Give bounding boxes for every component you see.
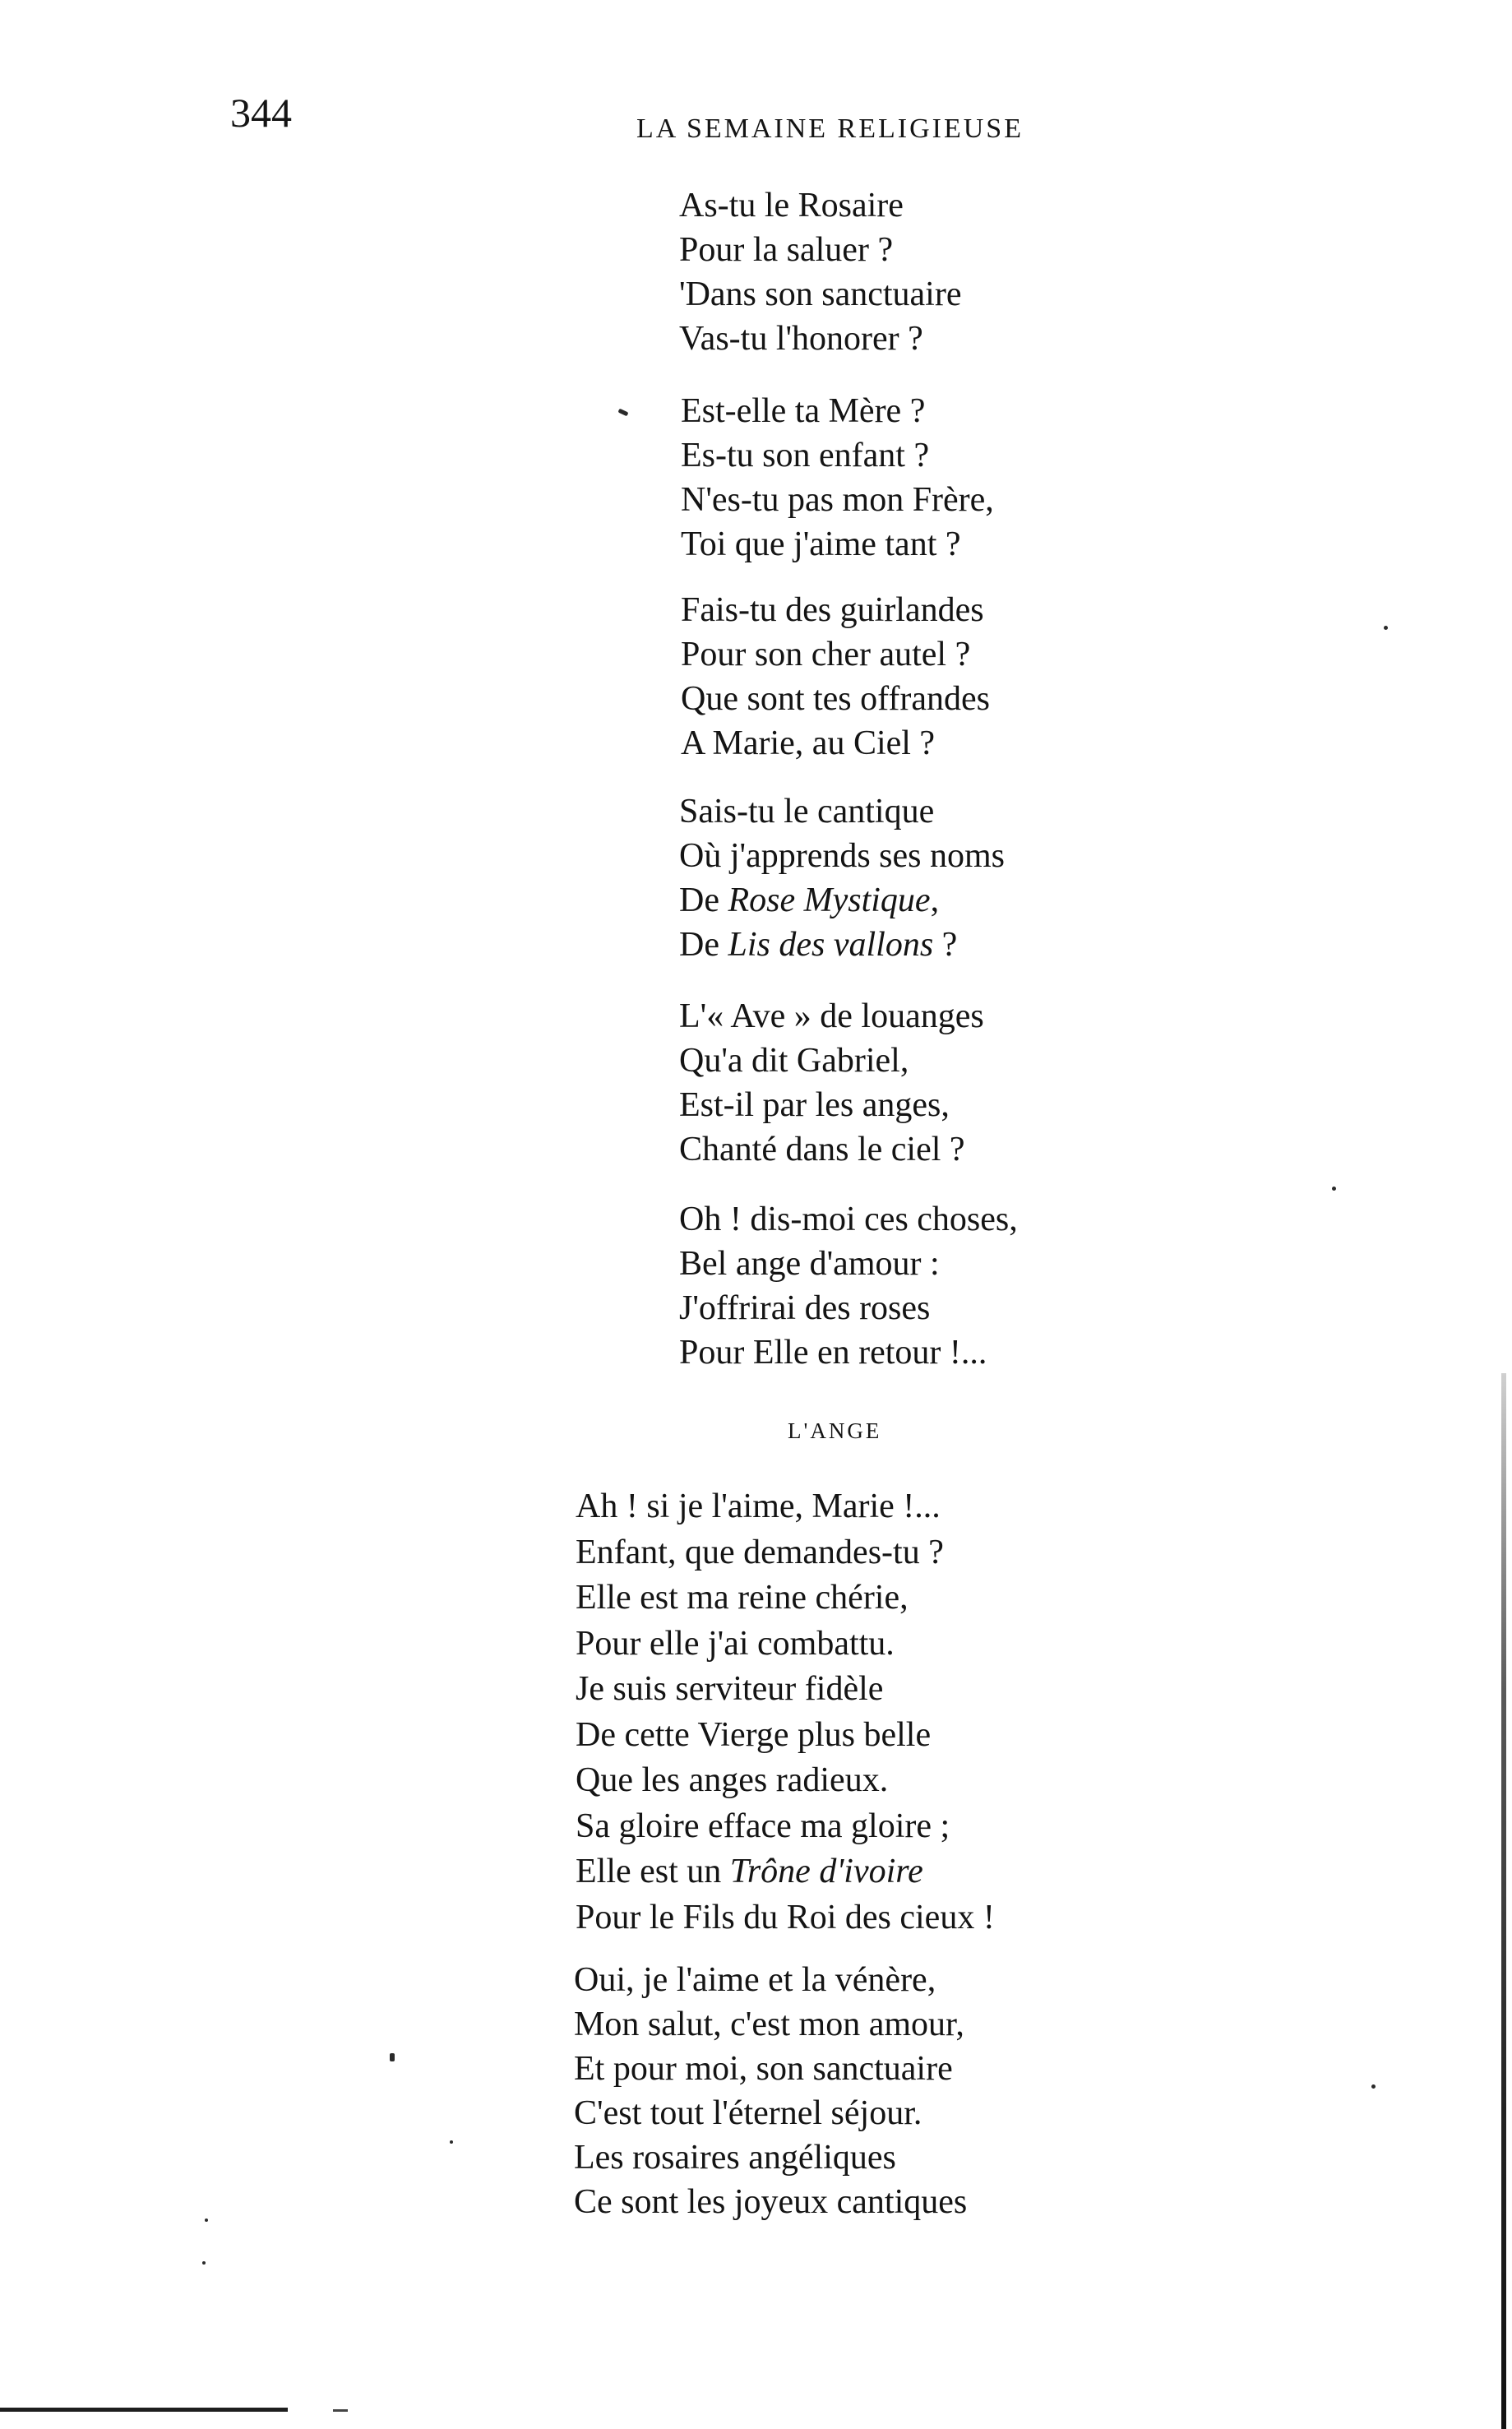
verse-line: Ce sont les joyeux cantiques bbox=[574, 2183, 968, 2221]
scan-bottom-rule bbox=[333, 2409, 348, 2412]
verse-line: C'est tout l'éternel séjour. bbox=[574, 2094, 922, 2132]
verse-line: A Marie, au Ciel ? bbox=[681, 724, 936, 762]
verse-line: Elle est ma reine chérie, bbox=[576, 1579, 909, 1617]
verse-line: Sa gloire efface ma gloire ; bbox=[576, 1807, 950, 1845]
verse-line bbox=[679, 923, 1005, 967]
running-head: LA SEMAINE RELIGIEUSE bbox=[636, 113, 1024, 144]
scan-speck bbox=[450, 2140, 453, 2144]
verse-line: Pour elle j'ai combattu. bbox=[576, 1624, 895, 1663]
speaker-heading: L'ANGE bbox=[788, 1418, 882, 1443]
verse-line: Les rosaires angéliques bbox=[574, 2139, 896, 2177]
verse-line: Que sont tes offrandes bbox=[681, 680, 990, 718]
scan-speck bbox=[390, 2053, 395, 2061]
verse-line: Enfant, que demandes-tu ? bbox=[576, 1533, 944, 1571]
stanza bbox=[681, 588, 990, 766]
verse-line: L'« Ave » de louanges bbox=[679, 997, 984, 1035]
verse-text: De bbox=[679, 881, 728, 919]
verse-line: Est-elle ta Mère ? bbox=[681, 392, 926, 430]
verse-line: Je suis serviteur fidèle bbox=[576, 1670, 884, 1708]
verse-line: Sais-tu le cantique bbox=[679, 793, 935, 830]
stanza bbox=[679, 1197, 1018, 1375]
verse-text: De bbox=[679, 926, 728, 964]
verse-line: Mon salut, c'est mon amour, bbox=[574, 2006, 964, 2043]
verse-line: Qu'a dit Gabriel, bbox=[679, 1042, 909, 1080]
scan-bottom-rule bbox=[0, 2408, 288, 2412]
verse-line: J'offrirai des roses bbox=[679, 1289, 931, 1327]
verse-line: Bel ange d'amour : bbox=[679, 1245, 940, 1283]
verse-line: Es-tu son enfant ? bbox=[681, 437, 930, 474]
page-number: 344 bbox=[230, 90, 292, 136]
verse-line: Chanté dans le ciel ? bbox=[679, 1131, 965, 1168]
verse-line: Oh ! dis-moi ces choses, bbox=[679, 1201, 1018, 1238]
verse-line: De cette Vierge plus belle bbox=[576, 1715, 932, 1754]
scan-edge-shadow bbox=[1501, 1373, 1506, 2429]
stanza bbox=[681, 389, 994, 567]
verse-line: Toi que j'aime tant ? bbox=[681, 525, 961, 563]
verse-line: Fais-tu des guirlandes bbox=[681, 591, 984, 629]
scan-speck bbox=[205, 2218, 208, 2222]
verse-line: N'es-tu pas mon Frère, bbox=[681, 481, 994, 519]
stanza bbox=[574, 1958, 967, 2224]
verse-line: As-tu le Rosaire bbox=[679, 187, 904, 224]
verse-line bbox=[576, 1849, 995, 1895]
italic-title: Lis des vallons bbox=[728, 926, 934, 964]
verse-line: Et pour moi, son sanctuaire bbox=[574, 2050, 953, 2088]
verse-line: Pour le Fils du Roi des cieux ! bbox=[576, 1898, 995, 1936]
verse-line: 'Dans son sanctuaire bbox=[679, 275, 962, 313]
verse-line: Ah ! si je l'aime, Marie !... bbox=[576, 1487, 941, 1525]
scan-speck bbox=[1384, 626, 1388, 630]
scan-speck bbox=[1332, 1187, 1336, 1191]
verse-line: Où j'apprends ses noms bbox=[679, 837, 1006, 875]
stanza bbox=[679, 994, 984, 1172]
verse-line: Oui, je l'aime et la vénère, bbox=[574, 1961, 936, 1999]
verse-line: Pour son cher autel ? bbox=[681, 636, 971, 673]
verse-text: ? bbox=[933, 926, 958, 964]
scan-speck bbox=[202, 2261, 206, 2265]
stanza bbox=[576, 1484, 995, 1941]
stanza bbox=[679, 789, 1005, 967]
scan-speck bbox=[618, 409, 629, 417]
verse-line bbox=[679, 878, 1005, 923]
verse-text: , bbox=[930, 881, 940, 919]
italic-title: Rose Mystique bbox=[728, 881, 931, 919]
verse-line: Vas-tu l'honorer ? bbox=[679, 320, 923, 358]
stanza bbox=[679, 183, 961, 361]
italic-title: Trône d'ivoire bbox=[729, 1853, 923, 1890]
scan-speck bbox=[1371, 2084, 1376, 2089]
verse-line: Pour Elle en retour !... bbox=[679, 1334, 987, 1372]
verse-line: Est-il par les anges, bbox=[679, 1086, 950, 1124]
verse-line: Que les anges radieux. bbox=[576, 1761, 889, 1799]
verse-line: Pour la saluer ? bbox=[679, 231, 894, 269]
verse-text: Elle est un bbox=[576, 1853, 730, 1890]
